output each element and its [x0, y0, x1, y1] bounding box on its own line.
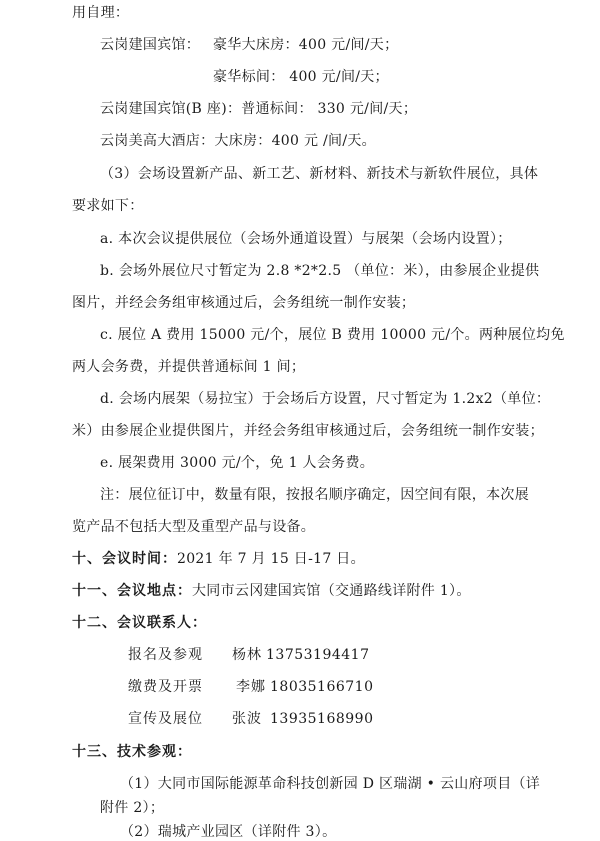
lodging-intro: 用自理：: [72, 5, 130, 21]
contact-role: 宣传及展位: [128, 711, 203, 727]
exhibit-c-line1: c. 展位 A 费用 15000 元/个，展位 B 费用 10000 元/个。两种展位均免: [100, 327, 565, 343]
exhibit-item3-line1: （3）会场设置新产品、新工艺、新材料、新技术与新软件展位，具体: [100, 166, 539, 182]
exhibit-d-line1: d. 会场内展架（易拉宝）于会场后方设置，尺寸暂定为 1.2x2（单位：: [100, 391, 551, 407]
exhibit-note-line1: 注：展位征订中，数量有限，按报名顺序确定，因空间有限，本次展: [100, 487, 529, 503]
section-meeting-time: [72, 550, 365, 568]
section-meeting-location: [72, 582, 471, 600]
contact-role: 报名及参观: [128, 647, 203, 663]
exhibit-item3-line2: 要求如下：: [72, 198, 144, 214]
exhibit-note-line2: 览产品不包括大型及重型产品与设备。: [72, 519, 316, 535]
exhibit-e: e. 展架费用 3000 元/个，免 1 人会务费。: [100, 455, 375, 471]
section-meeting-time-title: 十、会议时间：: [72, 551, 177, 567]
tech-visit-item2: （2）瑞城产业园区（详附件 3）。: [120, 824, 337, 840]
contact-name: 杨林: [232, 647, 262, 663]
section-tech-visit-title: 十三、技术参观：: [72, 744, 192, 760]
hotel2-line: 云岗建国宾馆(B 座)：普通标间： 330 元/间/天；: [100, 101, 418, 117]
contact-phone: 18035166710: [270, 679, 374, 695]
contact-name: 李娜: [236, 679, 266, 695]
contact-phone: 13935168990: [270, 711, 374, 727]
exhibit-c-line2: 两人会务费，并提供普通标间 1 间；: [72, 359, 306, 375]
section-contacts-title: 十二、会议联系人：: [72, 615, 207, 631]
exhibit-b-line2: 图片，并经会务组审核通过后，会务组统一制作安装；: [72, 295, 416, 311]
hotel1-room-deluxe-king: 豪华大床房：400 元/间/天；: [213, 37, 399, 53]
hotel1-room-deluxe-twin: 豪华标间： 400 元/间/天；: [213, 69, 389, 85]
section-meeting-location-value: 大同市云冈建国宾馆（交通路线详附件 1）。: [192, 583, 471, 599]
section-meeting-time-value: 2021 年 7 月 15 日-17 日。: [177, 551, 365, 567]
section-meeting-location-title: 十一、会议地点：: [72, 583, 192, 599]
contact-phone: 13753194417: [266, 647, 370, 663]
hotel3-line: 云岗美高大酒店：大床房：400 元 /间/天。: [100, 133, 376, 149]
exhibit-b-line1: b. 会场外展位尺寸暂定为 2.8 *2*2.5 （单位：米），由参展企业提供: [100, 263, 540, 279]
exhibit-a: a. 本次会议提供展位（会场外通道设置）与展架（会场内设置）；: [100, 231, 512, 247]
contact-role: 缴费及开票: [128, 679, 203, 695]
hotel1-name: 云岗建国宾馆：: [100, 37, 201, 53]
tech-visit-item1-line2: 附件 2）；: [100, 800, 165, 816]
exhibit-d-line2: 米）由参展企业提供图片，并经会务组审核通过后，会务组统一制作安装；: [72, 423, 544, 439]
tech-visit-item1-line1: （1）大同市国际能源革命科技创新园 D 区瑞湖 • 云山府项目（详: [120, 776, 541, 792]
contact-name: 张波: [232, 711, 262, 727]
